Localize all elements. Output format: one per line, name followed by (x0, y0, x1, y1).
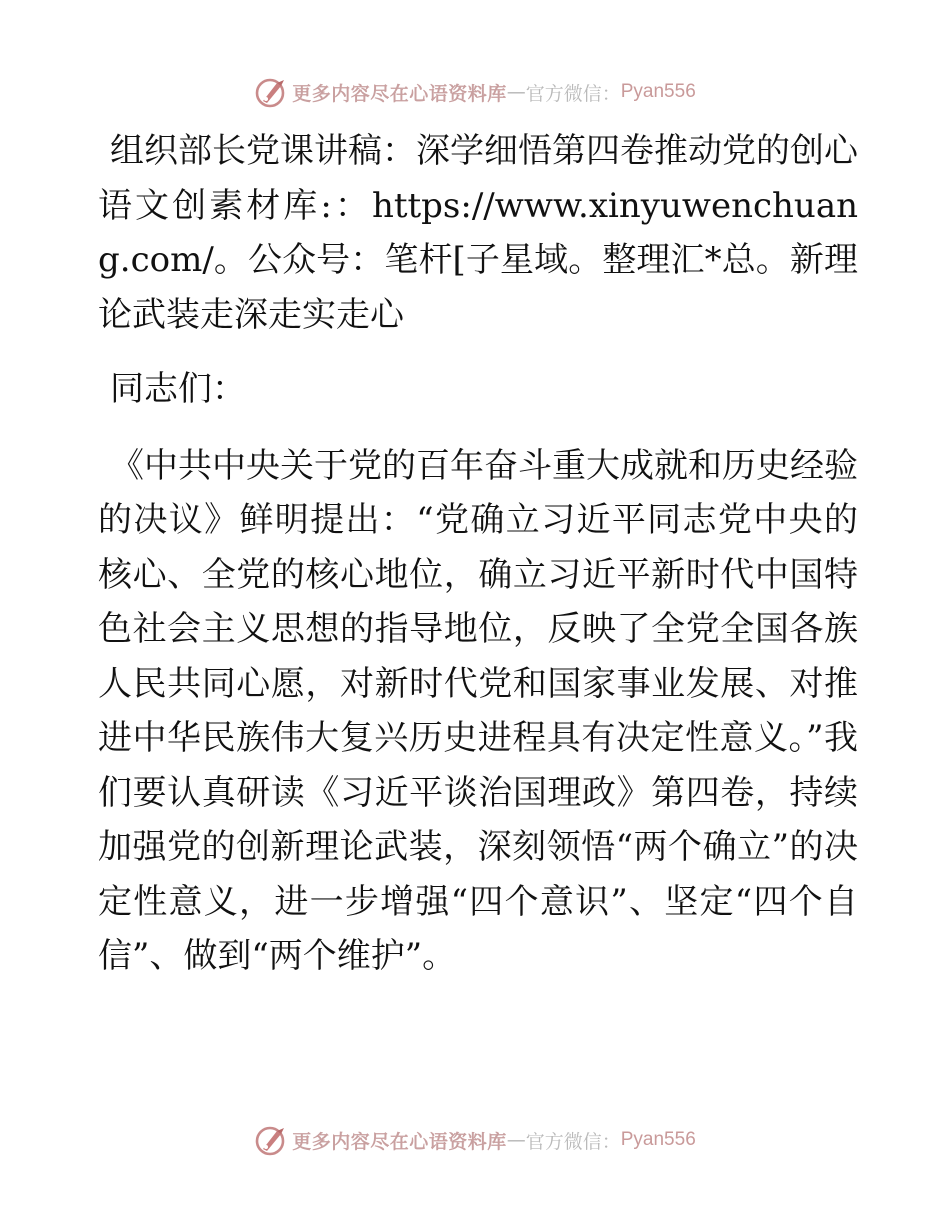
document-content (98, 124, 858, 984)
header-watermark-banner (0, 72, 950, 112)
footer-watermark-banner (0, 1120, 950, 1160)
banner-slogan: 更多内容尽在心语资料库 (292, 1130, 507, 1153)
document-title: 组织部长党课讲稿：深学细悟第四卷推动党的创心语文创素材库:：https://www.xinyuwenchuang.com/。公众号：笔杆[子星域。整理汇*总。新理论武装走深走实走心 (98, 131, 858, 335)
pen-logo-icon (254, 75, 288, 109)
banner-wechat-id: Pyan556 (620, 81, 696, 102)
banner-separator: — (506, 1129, 526, 1151)
banner-slogan: 更多内容尽在心语资料库 (292, 82, 507, 105)
banner-wechat-id: Pyan556 (620, 1129, 696, 1150)
banner-wechat-label: 官方微信： (525, 1130, 621, 1153)
banner-wechat-label: 官方微信： (525, 82, 621, 105)
body-paragraph: 《中共中央关于党的百年奋斗重大成就和历史经验的决议》鲜明提出：“党确立习近平同志党中央的核心、全党的核心地位，确立习近平新时代中国特色社会主义思想的指导地位，反映了全党全国各族人民共同心愿，对新时代党和国家事业发展、对推进中华民族伟大复兴历史进程具有决定性意义。”我们要认真研读《习近平谈治国理政》第四卷，持续加强党的创新理论武装，深刻领悟“两个确立”的决定性意义，进一步增强“四个意识”、坚定“四个自信”、做到“两个维护”。 (98, 445, 858, 976)
greeting: 同志们： (110, 369, 246, 409)
pen-logo-icon (254, 1123, 288, 1157)
banner-separator: — (506, 81, 526, 103)
